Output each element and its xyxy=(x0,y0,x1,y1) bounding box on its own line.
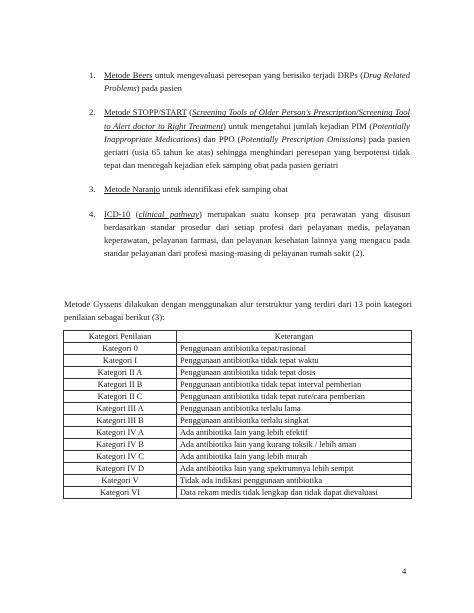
method-term: Potentially Prescription Omissions xyxy=(240,133,363,144)
method-name: ICD-10 xyxy=(104,208,131,219)
category-cell: Kategori II B xyxy=(64,379,177,391)
method-item-naranjo xyxy=(89,183,410,196)
method-name: Metode Beers xyxy=(104,70,153,80)
description-cell: Penggunaan antibiotika terlalu lama xyxy=(177,403,412,415)
method-text: ) xyxy=(223,120,226,131)
column-header-category: Kategori Penilaian xyxy=(64,331,177,343)
method-item-beers xyxy=(89,69,411,95)
category-cell: Kategori VI xyxy=(64,487,177,499)
table-row xyxy=(64,367,412,379)
table-row xyxy=(64,343,412,355)
method-item-icd10 xyxy=(89,208,410,261)
table-row xyxy=(64,463,412,475)
description-cell: Tidak ada indikasi penggunaan antibiotika xyxy=(177,475,412,487)
category-cell: Kategori III B xyxy=(64,415,177,427)
list-number: 2. xyxy=(89,107,96,118)
method-text: ( xyxy=(130,208,139,219)
method-text: ) xyxy=(198,208,202,219)
table-row xyxy=(64,415,412,427)
method-text: untuk mengevaluasi peresepan yang berisiko terjadi DRPs ( xyxy=(152,70,364,80)
method-text: ) pada pasien xyxy=(136,83,182,94)
method-item-stopp-start xyxy=(89,106,411,172)
description-cell: Ada antibiotika lain yang lebih efektif xyxy=(177,427,412,439)
method-term: Potentially Inappropriate Medications xyxy=(104,120,410,144)
table-row xyxy=(64,451,412,463)
category-cell: Kategori V xyxy=(64,475,177,487)
description-cell: Penggunaan antibiotika tidak tepat dosis xyxy=(177,367,412,379)
list-number: 4. xyxy=(89,208,96,219)
description-cell: Penggunaan antibiotika tidak tepat waktu xyxy=(177,355,412,367)
method-name: Metode Naranjo xyxy=(104,184,161,195)
category-cell: Kategori IV B xyxy=(64,439,177,451)
description-cell: Penggunaan antibiotika tepat/rasional xyxy=(177,343,412,355)
table-row xyxy=(64,391,412,403)
method-term: clinical pathway xyxy=(138,208,199,219)
table-row xyxy=(64,403,412,415)
method-text: ) dan PPO ( xyxy=(197,133,241,144)
table-row xyxy=(64,487,412,499)
table-row xyxy=(64,475,412,487)
description-cell: Data rekam medis tidak lengkap dan tidak dapat dievaluasi xyxy=(177,487,412,499)
method-term: Drug Related Problems xyxy=(104,70,411,94)
gyssens-table xyxy=(63,330,412,499)
list-number: 3. xyxy=(89,184,96,195)
category-cell: Kategori III A xyxy=(64,403,177,415)
table-header-row xyxy=(64,331,412,343)
method-text: untuk mengetahui jumlah kejadian PIM ( xyxy=(225,120,373,131)
description-cell: Penggunaan antibiotika terlalu singkat xyxy=(177,415,412,427)
page-number: 4 xyxy=(402,566,407,576)
category-cell: Kategori II A xyxy=(64,367,177,379)
method-text: ) pada pasien geriatri (usia 65 tahun ke atas) sehingga menghindari peresepan yang berpotensi tidak tepat dan mencegah kejadian efek samping obat pada pasien geriatri xyxy=(104,133,411,171)
description-cell: Ada antibiotika lain yang lebih murah xyxy=(177,451,412,463)
method-name: Metode STOPP/START xyxy=(104,107,187,118)
category-cell: Kategori II C xyxy=(64,391,177,403)
method-text: ( xyxy=(186,107,193,118)
table-row xyxy=(64,439,412,451)
table-row xyxy=(64,355,412,367)
column-header-description: Keterangan xyxy=(177,331,412,343)
list-number: 1. xyxy=(89,70,96,80)
category-cell: Kategori I xyxy=(64,355,177,367)
category-cell: Kategori IV C xyxy=(64,451,177,463)
gyssens-intro: Metode Gyssens dilakukan dengan menggunakan alur terstruktur yang terdiri dari 13 poin kategori penilaian sebagai berikut (3): xyxy=(64,299,412,323)
description-cell: Penggunaan antibiotika tidak tepat interval pemberian xyxy=(177,379,412,391)
method-fullname: Screening Tools of Older Person's Prescription/Screening Tool to Alert doctor to Right Treatment xyxy=(104,107,410,131)
description-cell: Penggunaan antibiotika tidak tepat rute/cara pemberian xyxy=(177,391,412,403)
method-text: merupakan suatu konsep pra perawatan yang disusun berdasarkan standar prosedur dari setiap profesi dari pelayanan medis, pelayanan keperawatan, pelayanan farmasi, dan pelayanan kesehatan lainnya yang mengacu pada standar pelayanan dari profesi masing-masing di pelayanan rumah sakit (2). xyxy=(104,208,410,259)
description-cell: Ada antibiotika lain yang spektrumnya lebih sempit xyxy=(177,463,412,475)
category-cell: Kategori IV D xyxy=(64,463,177,475)
description-cell: Ada antibiotika lain yang kurang toksik / lebih aman xyxy=(177,439,412,451)
category-cell: Kategori 0 xyxy=(64,343,177,355)
table-row xyxy=(64,427,412,439)
method-text: untuk identifikasi efek samping obat xyxy=(160,184,288,195)
table-row xyxy=(64,379,412,391)
category-cell: Kategori IV A xyxy=(64,427,177,439)
methods-list xyxy=(89,69,411,271)
